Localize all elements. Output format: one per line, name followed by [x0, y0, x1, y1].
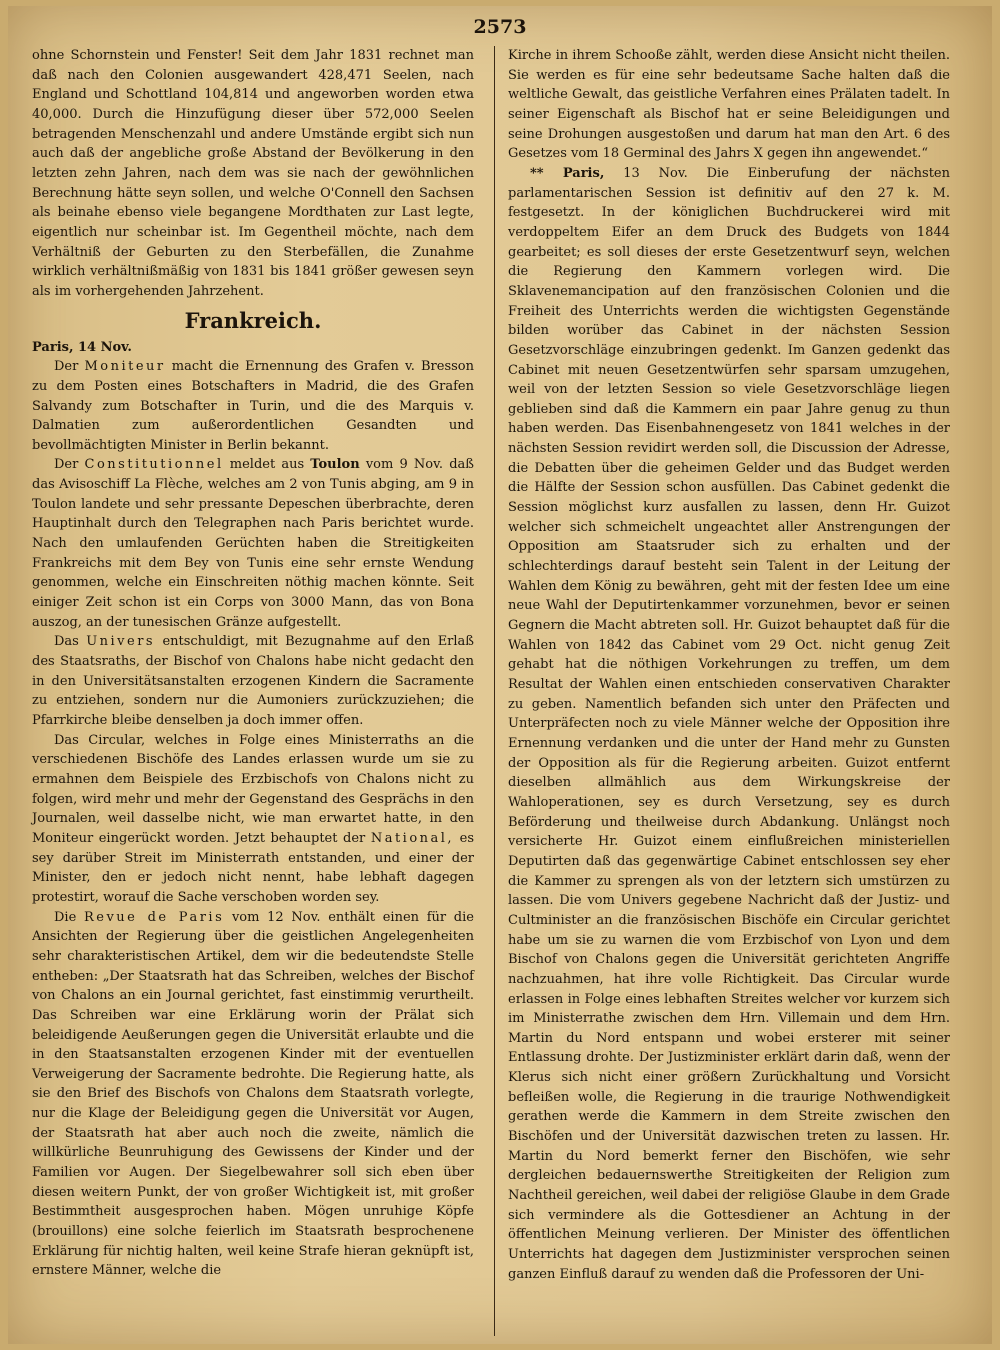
- article-paragraph: Kirche in ihrem Schooße zählt, werden diese Ansicht nicht theilen. Sie werden es für eine sehr bedeutsame Sache halten daß die weltliche Gewalt, das geistliche Verfahren eines Prälaten tadelt. In seiner Eigenschaft als Bischof hat er seine Beleidigungen und seine Drohungen ausgestoßen und darum hat man den Art. 6 des Gesetzes vom 18 Germinal des Jahrs X gegen ihn angewendet.“: [508, 48, 950, 162]
- source-name: National,: [370, 830, 455, 846]
- source-name: Moniteur: [84, 359, 166, 375]
- page-number: 2573: [473, 16, 527, 38]
- lead-word: Der: [54, 359, 79, 375]
- source-name: Revue de Paris: [83, 909, 225, 925]
- dateline: ** Paris,: [530, 165, 605, 181]
- paragraph-text: meldet aus: [229, 457, 305, 473]
- right-column: [508, 46, 950, 1284]
- paragraph-text: vom 12 Nov. enthält einen für die Ansichten der Regierung über die geistlichen Angelegenheiten sehr charakteristischen Artikel, dem wir die bedeutendste Stelle entheben: „Der Staatsrath hat das Schreiben, welches der Bischof von Chalons an ein Journal gerichtet, fast einstimmig verurtheilt. Das Schreiben war eine Erklärung worin der Prälat sich beleidigende Aeußerungen gegen die Universität erlaubte und die in den Staatsanstalten erzogenen Kinder mit der eventuellen Verweigerung der Sacramente bedrohte. Die Regierung hatte, als sie den Brief des Bischofs von Chalons dem Staatsrath vorlegte, nur die Klage der Beleidigung gegen die Universität vor Augen, der Staatsrath hat aber auch noch die zweite, nämlich die willkürliche Beunruhigung des Gewissens der Kinder und der Familien vor Augen. Der Siegelbewahrer soll sich eben über diesen weitern Punkt, der von großer Wichtigkeit ist, mit großer Bestimmtheit ausgesprochen haben. Mögen unruhige Köpfe (brouillons) eine solche feierlich im Staatsrath besprochenene Erklärung für nichtig halten, weil keine Strafe hieran geknüpft ist, ernstere Männer, welche die: [32, 909, 474, 1279]
- place-name: Toulon: [310, 457, 360, 473]
- article-paragraph: [32, 731, 474, 908]
- source-name: Constitutionnel: [84, 457, 224, 473]
- article-paragraph: ohne Schornstein und Fenster! Seit dem Jahr 1831 rechnet man daß nach den Colonien ausgewandert 428,471 Seelen, nach England und Schottland 104,814 und angeworben worden etwa 40,000. Durch die Hinzufügung dieser über 572,000 Seelen betragenden Menschenzahl und andere Umstände ergibt sich nun auch daß der angebliche große Abstand der Bevölkerung in den letzten zehn Jahren, nach dem was sie nach der gewöhnlichen Berechnung hätte seyn sollen, und welche O'Connell den Sachsen als beinahe ebenso viele begangene Mordthaten zur Last legte, eigentlich nur scheinbar ist. Im Gegentheil möchte, nach dem Verhältniß der Geburten zu den Sterbefällen, die Zunahme wirklich verhältnißmäßig von 1831 bis 1841 größer gewesen seyn als im vorhergehenden Jahrzehent.: [32, 48, 474, 299]
- left-column: [32, 46, 474, 1281]
- article-paragraph: [32, 908, 474, 1281]
- article-paragraph: [32, 632, 474, 730]
- newspaper-page: [8, 6, 992, 1344]
- lead-word: Die: [54, 909, 77, 925]
- article-dateline-paragraph: [32, 338, 474, 358]
- column-divider: [494, 46, 495, 1336]
- section-heading-frankreich: Frankreich.: [184, 307, 322, 333]
- paragraph-text: Das Circular, welches in Folge eines Ministerraths an die verschiedenen Bischöfe des Landes erlassen wurde um sie zu ermahnen dem Beispiele des Erzbischofs von Chalons nicht zu folgen, wird mehr und mehr der Gegenstand des Gesprächs in den Journalen, weil dasselbe nicht, wie man erwartet hatte, in den Moniteur eingerückt worden. Jetzt behauptet der: [32, 732, 474, 846]
- dateline: Paris, 14 Nov.: [32, 339, 132, 355]
- paragraph-text: entschuldigt, mit Bezugnahme auf den Erlaß des Staatsraths, der Bischof von Chalons habe nicht gedacht den in den Universitätsanstalten erzogenen Kindern die Sacramente zu entziehen, sondern nur die Aumoniers zurückzuziehen; die Pfarrkirche bleibe denselben ja doch immer offen.: [32, 634, 474, 728]
- lead-word: Der: [54, 457, 79, 473]
- paragraph-text: es sey darüber Streit im Ministerrath entstanden, und einer der Minister, den er jedoch nicht nennt, habe lebhaft dagegen protestirt, worauf die Sache verschoben worden sey.: [32, 830, 474, 905]
- article-paragraph: [32, 357, 474, 455]
- paragraph-text: 13 Nov. Die Einberufung der nächsten parlamentarischen Session ist definitiv auf den 27 k. M. festgesetzt. In der königlichen Buchdruckerei wird mit verdoppeltem Eifer an dem Druck des Budgets von 1844 gearbeitet; es soll dieses der erste Gesetzentwurf seyn, welchen die Regierung den Kammern vorlegen wird. Die Sklavenemancipation auf den französischen Colonien und die Freiheit des Unterrichts werden die wichtigsten Gegenstände bilden worüber das Cabinet in der nächsten Session Gesetzvorschläge einzubringen gedenkt. Im Ganzen gedenkt das Cabinet mit neuen Gesetzentwürfen sehr sparsam umzugehen, weil von der letzten Session so viele Gesetzvorschläge liegen geblieben sind daß die Kammern ein paar Jahre genug zu thun haben werden. Das Eisenbahnengesetz von 1841 welches in der nächsten Session revidirt werden soll, die Discussion der Adresse, die Debatten über die geheimen Gelder und das Budget werden die Hälfte der Session schon ausfüllen. Das Cabinet gedenkt die Session möglichst kurz ausfallen zu lassen, denn Hr. Guizot welcher sich schmeichelt ungeachtet aller Anstrengungen der Opposition am Staatsruder sich zu erhalten und der schlechterdings darauf besteht sein Talent in der Leitung der Wahlen dem König zu bewähren, geht mit der festen Idee um eine neue Wahl der Deputirtenkammer vorzunehmen, bevor er seinen Gegnern die Macht abtreten soll. Hr. Guizot behauptet daß für die Wahlen von 1842 das Cabinet vom 29 Oct. nicht genug Zeit gehabt hat die nöthigen Vorkehrungen zu treffen, um dem Resultat der Wahlen einen entschieden conservativen Charakter zu geben. Namentlich befanden sich unter den Präfecten und Unterpräfecten noch zu viele Männer welche der Opposition ihre Ernennung verdanken und die unter der Hand mehr zu Gunsten der Opposition als für die Regierung arbeiten. Guizot entfernt dieselben allmählich aus dem Wirkungskreise der Wahloperationen, sey es durch Versetzung, sey es durch Beförderung und theilweise durch Abdankung. Unlängst noch versicherte Hr. Guizot einem einflußreichen ministeriellen Deputirten daß das gegenwärtige Cabinet entschlossen sey eher die Kammer zu sprengen als von der letztern sich umstürzen zu lassen. Die vom Univers gegebene Nachricht daß der Justiz- und Cultminister an die französischen Bischöfe ein Circular gerichtet habe um sie zu warnen die vom Erzbischof von Lyon und dem Bischof von Chalons gegen die Universität gerichteten Angriffe nachzuahmen, hat ihre volle Richtigkeit. Das Circular wurde erlassen in Folge eines lebhaften Streites welcher vor kurzem sich im Ministerrathe zwischen dem Hrn. Villemain und dem Hrn. Martin du Nord entspann und wobei ersterer mit seiner Entlassung drohte. Der Justizminister erklärt darin daß, wenn der Klerus sich nicht einer größern Zurückhaltung und Vorsicht befleißen wolle, die Regierung in die traurige Nothwendigkeit gerathen werde die Kammern in dem Streite zwischen den Bischöfen und der Universität dazwischen treten zu lassen. Hr. Martin du Nord bemerkt ferner den Bischöfen, wie sehr dergleichen bedauernswerthe Streitigkeiten der Religion zum Nachtheil gereichen, weil dabei der religiöse Glaube in dem Grade sich vermindere als die Gottesdiener an Achtung in der öffentlichen Meinung verlieren. Der Minister des öffentlichen Unterrichts hat dagegen dem Justizminister versprochen seinen ganzen Einfluß darauf zu wenden daß die Professoren der Uni-: [508, 165, 950, 1282]
- paragraph-text: vom 9 Nov. daß das Avisoschiff La Flèche, welches am 2 von Tunis abging, am 9 in Toulon landete und sehr pressante Depeschen überbrachte, deren Hauptinhalt durch den Telegraphen nach Paris berichtet wurde. Nach den umlaufenden Gerüchten haben die Streitigkeiten Frankreichs mit dem Bey von Tunis eine sehr ernste Wendung genommen, welche ein Einschreiten nöthig machen könnte. Seit einiger Zeit schon ist ein Corps von 3000 Mann, das von Bona auszog, an der tunesischen Gränze aufgestellt.: [32, 457, 474, 630]
- paragraph-text: macht die Ernennung des Grafen v. Bresson zu dem Posten eines Botschafters in Madrid, die des Grafen Salvandy zum Botschafter in Turin, und die des Marquis v. Dalmatien zum außerordentlichen Gesandten und bevollmächtigten Minister in Berlin bekannt.: [32, 359, 475, 453]
- article-paragraph: [508, 164, 950, 1284]
- source-name: Univers: [86, 634, 156, 650]
- lead-word: Das: [54, 634, 79, 650]
- article-paragraph: [32, 455, 474, 632]
